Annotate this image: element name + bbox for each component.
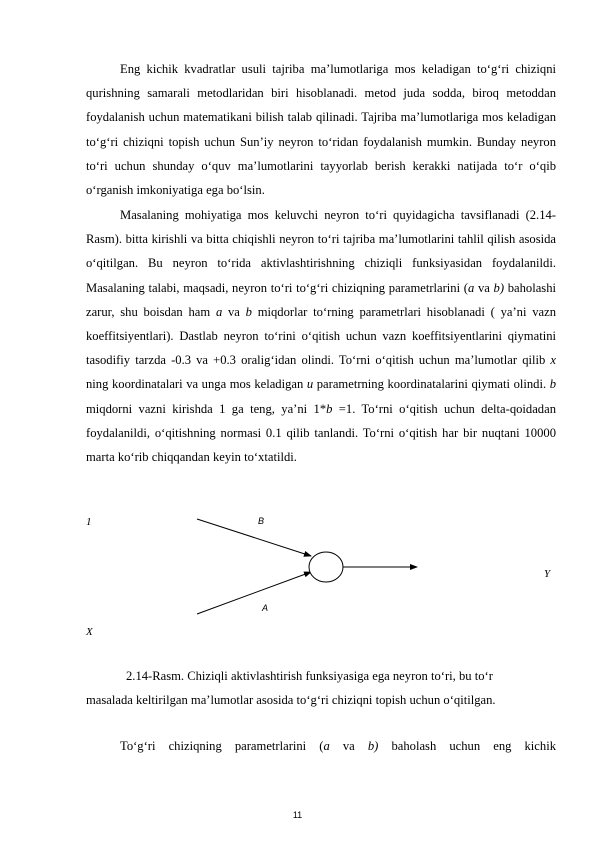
paragraph-2-text	[86, 203, 556, 469]
text-run: miqdorni vazni kirishda 1 ga teng, ya’ni 1*	[86, 401, 327, 416]
weight-b-label: B	[258, 516, 265, 526]
page-number: 11	[292, 810, 303, 820]
variable-a: a	[467, 280, 475, 295]
variable-b: b)	[493, 280, 505, 295]
bias-input-label: 1	[86, 516, 92, 528]
text-run: va	[474, 280, 494, 295]
paragraph-3	[86, 734, 556, 758]
text-run: va	[222, 304, 246, 319]
weight-a-label: A	[262, 603, 269, 613]
text-run: va	[329, 739, 368, 753]
text-run: Masalaning mohiyatiga mos keluvchi neyron to‘ri quyidagicha tavsiflanadi (2.14-Rasm). bitta kirishli va bitta chiqishli neyron to‘ri tajriba ma’lumotlarini tahlil qilish asosida o‘qitilgan. Bu neyron to‘rida aktivlashtirishning chiziqli funksiyasidan foydalanildi. Masalaning talabi, maqsadi, neyron to‘ri to‘g‘ri chiziqning parametrlarini (	[86, 208, 556, 295]
paragraph-1	[86, 57, 556, 202]
neuron-diagram	[0, 500, 595, 650]
input-x-label: X	[86, 626, 93, 638]
text-run: ning koordinatalari va unga mos keladigan	[86, 377, 307, 392]
variable-b: b	[245, 304, 252, 319]
variable-a: a	[323, 739, 330, 753]
variable-b: b)	[367, 739, 379, 753]
text-run: parametrning koordinatalarini qiymati olindi.	[313, 377, 550, 392]
caption-line-1: 2.14-Rasm. Chiziqli aktivlashtirish funksiyasiga ega neyron to‘ri, bu to‘r	[126, 669, 493, 683]
paragraph-1-text: Eng kichik kvadratlar usuli tajriba ma’lumotlariga mos keladigan to‘g‘ri chiziqni qurishning samarali metodlaridan biri hisoblanadi. metod juda sodda, biroq metoddan foydalanish uchun matematikani bilish talab qilinadi. Tajriba ma’lumotlariga mos keladigan to‘g‘ri chiziqni topish uchun Sun’iy neyron to‘ridan foydalanish mumkin. Bunday neyron to‘ri uchun shunday o‘quv ma’lumotlarini tayyorlab berish kerakki natijada to‘r o‘qib o‘rganish imkoniyatiga ega bo‘lsin.	[86, 62, 556, 198]
caption-line-2: masalada keltirilgan ma’lumotlar asosida to‘g‘ri chiziqni topish uchun o‘qitilgan.	[86, 693, 496, 708]
input-line-x	[197, 572, 311, 614]
variable-a: a	[215, 304, 223, 319]
figure-caption	[86, 664, 556, 712]
output-y-label: Y	[544, 568, 551, 580]
text-run: baholashi zarur, shu boisdan ham	[86, 280, 556, 319]
text-run: baholash uchun eng kichik	[378, 739, 556, 753]
variable-x: x	[550, 353, 556, 368]
variable-u: u	[306, 377, 314, 392]
text-run: To‘g‘ri chiziqning parametrlarini (	[120, 739, 324, 753]
paragraph-2	[86, 203, 556, 469]
neuron-node	[309, 552, 343, 582]
variable-b: b	[549, 377, 556, 392]
text-run: =1. To‘rni o‘qitish uchun delta-qoidadan foydalanildi, o‘qitishning normasi 0.1 qilib tanlandi. To‘rni o‘qitish har bir nuqtani 10000 marta ko‘rib chiqqandan keyin to‘xtatildi.	[86, 401, 556, 465]
variable-b: b	[326, 401, 333, 416]
paragraph-3-text	[86, 734, 556, 758]
input-line-bias	[197, 519, 311, 556]
text-run: miqdorlar to‘rning parametrlari hisoblanadi ( ya’ni vazn koeffitsiyentlari). Dastlab neyron to‘rini o‘qitish uchun vazn koeffitsiyentlarini qiymatini tasodifiy tarzda -0.3 va +0.3 oralig‘idan olindi. To‘rni o‘qitish uchun ma’lumotlar qilib	[86, 304, 556, 368]
